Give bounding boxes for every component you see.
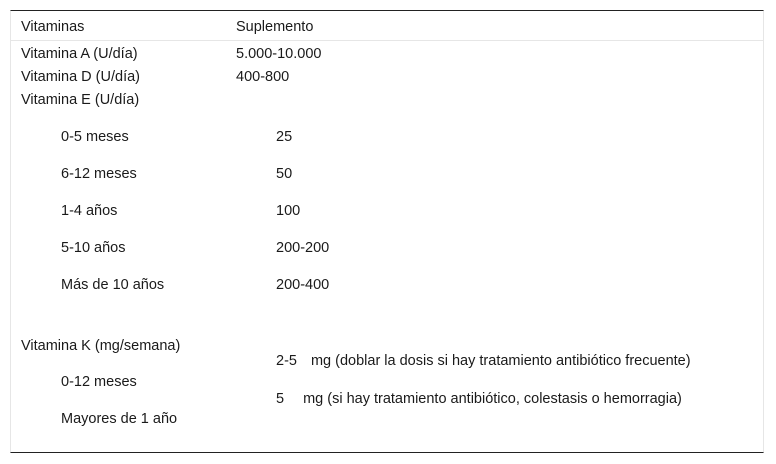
vitamin-k-note: mg (si hay tratamiento antibiótico, colestasis o hemorragia) xyxy=(303,391,682,407)
vitamin-e-label: Vitamina E (U/día) xyxy=(21,92,140,108)
header-suplemento: Suplemento xyxy=(236,19,314,35)
vitamin-k-label: Vitamina K (mg/semana) xyxy=(21,338,181,354)
vitamin-e-value: 200-400 xyxy=(276,277,330,293)
vitamin-e-age: 6-12 meses xyxy=(61,166,137,182)
vitamin-e-value: 25 xyxy=(276,129,293,145)
vitamin-e-age: 0-5 meses xyxy=(61,129,129,145)
vitamin-a-label: Vitamina A (U/día) xyxy=(21,46,138,62)
vitamin-k-age: 0-12 meses xyxy=(61,374,137,390)
header-divider xyxy=(10,40,764,41)
vitamin-k-dose-row xyxy=(276,390,682,408)
vitamin-k-dose: 5 xyxy=(276,391,285,407)
vitamin-k-dose: 2-5 xyxy=(276,353,297,369)
vitamin-k-note: mg (doblar la dosis si hay tratamiento antibiótico frecuente) xyxy=(310,353,691,369)
vitamin-k-age: Mayores de 1 año xyxy=(61,411,178,427)
vitamin-e-age: 1-4 años xyxy=(61,203,118,219)
vitamin-d-label: Vitamina D (U/día) xyxy=(21,69,140,85)
header-vitaminas: Vitaminas xyxy=(21,19,85,35)
vitamin-e-value: 50 xyxy=(276,166,293,182)
vitamin-a-value: 5.000-10.000 xyxy=(236,46,322,62)
vitamin-k-dose-row xyxy=(276,352,691,370)
vitamin-d-value: 400-800 xyxy=(236,69,290,85)
vitamin-e-age: Más de 10 años xyxy=(61,277,165,293)
vitamin-e-value: 200-200 xyxy=(276,240,330,256)
vitamin-e-value: 100 xyxy=(276,203,301,219)
vitamin-e-age: 5-10 años xyxy=(61,240,126,256)
